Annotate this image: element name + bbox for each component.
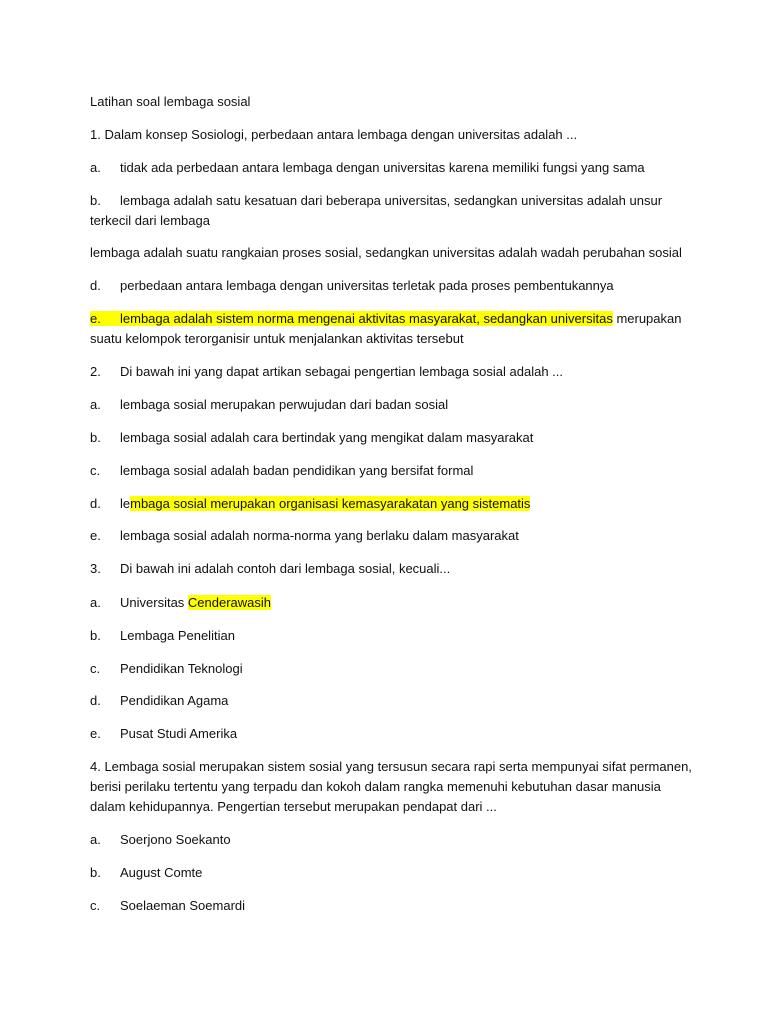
option-text: le [120, 496, 131, 511]
highlighted-text: mbaga sosial merupakan organisasi kemasyarakatan yang sistematis [130, 496, 531, 511]
q3-option-d [90, 691, 690, 711]
option-text: Pendidikan Agama [120, 693, 229, 708]
question-3-text: Di bawah ini adalah contoh dari lembaga sosial, kecuali... [120, 561, 451, 576]
q4-option-a [90, 830, 690, 850]
option-label: b. [90, 430, 101, 445]
question-4-line-3: dalam kehidupannya. Pengertian tersebut merupakan pendapat dari ... [90, 799, 497, 814]
option-label: e. [90, 311, 101, 326]
option-text: Universitas [120, 595, 188, 610]
q2-option-b [90, 428, 690, 448]
question-1-text: 1. Dalam konsep Sosiologi, perbedaan antara lembaga dengan universitas adalah ... [90, 127, 578, 142]
option-label: d. [90, 496, 101, 511]
q2-option-d [90, 494, 690, 514]
option-label: e. [90, 726, 101, 741]
q2-option-a [90, 395, 690, 415]
question-4-line-2: berisi perilaku tertentu yang terpadu dan kokoh dalam rangka memenuhi kebutuhan dasar manusia [90, 779, 661, 794]
option-label: a. [90, 595, 101, 610]
option-text: Pendidikan Teknologi [120, 661, 243, 676]
option-text: Pusat Studi Amerika [120, 726, 238, 741]
option-label: a. [90, 397, 101, 412]
question-number: 2. [90, 364, 101, 379]
q1-option-e-continued: suatu kelompok terorganisir untuk menjalankan aktivitas tersebut [90, 331, 464, 346]
q2-option-e [90, 526, 690, 546]
q1-option-b-continued: terkecil dari lembaga [90, 213, 210, 228]
option-label: c. [90, 463, 101, 478]
question-3 [90, 559, 690, 579]
option-text: Soerjono Soekanto [120, 832, 231, 847]
question-number: 3. [90, 561, 101, 576]
q2-option-c [90, 461, 690, 481]
q3-option-b [90, 626, 690, 646]
option-text: Lembaga Penelitian [120, 628, 235, 643]
highlighted-text: lembaga adalah sistem norma mengenai aktivitas masyarakat, sedangkan universitas [120, 311, 613, 326]
q1-option-c: lembaga adalah suatu rangkaian proses sosial, sedangkan universitas adalah wadah perubahan sosial [90, 245, 682, 260]
option-label: e. [90, 528, 101, 543]
option-text: lembaga adalah satu kesatuan dari beberapa universitas, sedangkan universitas adalah unsur [120, 193, 663, 208]
option-text: Soelaeman Soemardi [120, 898, 246, 913]
document-title: Latihan soal lembaga sosial [90, 94, 251, 109]
q3-option-c [90, 659, 690, 679]
option-label: a. [90, 832, 101, 847]
option-label: d. [90, 278, 101, 293]
q4-option-b [90, 863, 690, 883]
option-text: lembaga sosial adalah badan pendidikan yang bersifat formal [120, 463, 474, 478]
option-label: b. [90, 193, 101, 208]
q1-option-a [90, 158, 690, 178]
option-label: b. [90, 628, 101, 643]
option-text: August Comte [120, 865, 203, 880]
option-label: d. [90, 693, 101, 708]
option-text: perbedaan antara lembaga dengan universitas terletak pada proses pembentukannya [120, 278, 614, 293]
option-text: lembaga sosial merupakan perwujudan dari badan sosial [120, 397, 449, 412]
option-text: tidak ada perbedaan antara lembaga dengan universitas karena memiliki fungsi yang sama [120, 160, 645, 175]
highlighted-text: Cenderawasih [187, 595, 272, 610]
highlighted-answer [90, 311, 613, 326]
option-label: c. [90, 661, 101, 676]
question-2-text: Di bawah ini yang dapat artikan sebagai pengertian lembaga sosial adalah ... [120, 364, 564, 379]
q1-option-d [90, 276, 690, 296]
q3-option-a [90, 593, 690, 613]
option-label: b. [90, 865, 101, 880]
option-text: merupakan [612, 311, 682, 326]
option-label: a. [90, 160, 101, 175]
q4-option-c [90, 896, 690, 916]
question-4-line-1: 4. Lembaga sosial merupakan sistem sosial yang tersusun secara rapi serta mempunyai sifat permanen, [90, 759, 692, 774]
option-text: lembaga sosial adalah norma-norma yang berlaku dalam masyarakat [120, 528, 519, 543]
q1-option-b [90, 191, 690, 211]
question-2 [90, 362, 690, 382]
option-label: c. [90, 898, 101, 913]
q3-option-e [90, 724, 690, 744]
q1-option-e [90, 309, 690, 329]
option-text: lembaga sosial adalah cara bertindak yang mengikat dalam masyarakat [120, 430, 534, 445]
